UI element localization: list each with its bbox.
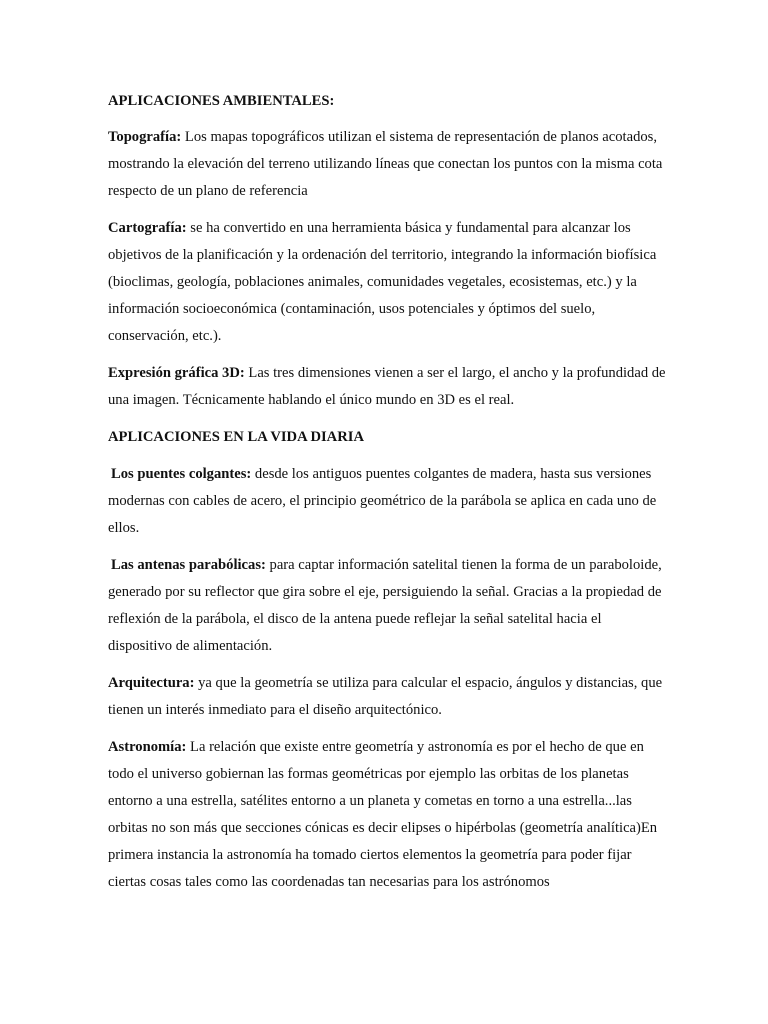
term-astronomia: Astronomía: xyxy=(108,739,187,755)
term-topografia: Topografía: xyxy=(108,129,182,145)
term-arquitectura: Arquitectura: xyxy=(108,675,195,691)
paragraph-antenas xyxy=(108,552,668,660)
term-puentes: Los puentes colgantes: xyxy=(111,466,252,482)
text-puentes: desde los antiguos puentes colgantes de madera, hasta sus versiones modernas con cables de acero, el principio geométrico de la parábola se aplica en cada uno de ellos. xyxy=(108,466,657,536)
term-antenas: Las antenas parabólicas: xyxy=(111,557,266,573)
paragraph-topografia xyxy=(108,124,668,205)
paragraph-cartografia xyxy=(108,215,668,350)
document-body xyxy=(108,88,668,896)
text-expresion-3d: Las tres dimensiones vienen a ser el largo, el ancho y la profundidad de una imagen. Técnicamente hablando el único mundo en 3D es el real. xyxy=(108,365,666,408)
text-topografia: Los mapas topográficos utilizan el sistema de representación de planos acotados, mostrando la elevación del terreno utilizando líneas que conectan los puntos con la misma cota respecto de un plano de referencia xyxy=(108,129,663,199)
paragraph-expresion-3d xyxy=(108,360,668,414)
paragraph-puentes xyxy=(108,461,668,542)
text-arquitectura: ya que la geometría se utiliza para calcular el espacio, ángulos y distancias, que tienen un interés inmediato para el diseño arquitectónico. xyxy=(108,675,663,718)
paragraph-arquitectura xyxy=(108,670,668,724)
term-cartografia: Cartografía: xyxy=(108,220,187,236)
term-expresion-3d: Expresión gráfica 3D: xyxy=(108,365,245,381)
section-heading-vida-diaria: APLICACIONES EN LA VIDA DIARIA xyxy=(108,429,364,445)
paragraph-astronomia xyxy=(108,734,668,896)
section-heading-ambientales: APLICACIONES AMBIENTALES: xyxy=(108,93,335,109)
text-astronomia: La relación que existe entre geometría y astronomía es por el hecho de que en todo el universo gobiernan las formas geométricas por ejemplo las orbitas de los planetas entorno a una estrella, satélites entorno a un planeta y cometas en torno a una estrella...las orbitas no son más que secciones cónicas es decir elipses o hipérbolas (geometría analítica)En primera instancia la astronomía ha tomado ciertos elementos la geometría para poder fijar ciertas cosas tales como las coordenadas tan necesarias para los astrónomos xyxy=(108,739,658,890)
text-antenas: para captar información satelital tienen la forma de un paraboloide, generado por su reflector que gira sobre el eje, persiguiendo la señal. Gracias a la propiedad de reflexión de la parábola, el disco de la antena puede reflejar la señal satelital hacia el dispositivo de alimentación. xyxy=(108,557,662,654)
text-cartografia: se ha convertido en una herramienta básica y fundamental para alcanzar los objetivos de la planificación y la ordenación del territorio, integrando la información biofísica (bioclimas, geología, poblaciones animales, comunidades vegetales, ecosistemas, etc.) y la información socioeconómica (contaminación, usos potenciales y óptimos del suelo, conservación, etc.). xyxy=(108,220,657,344)
